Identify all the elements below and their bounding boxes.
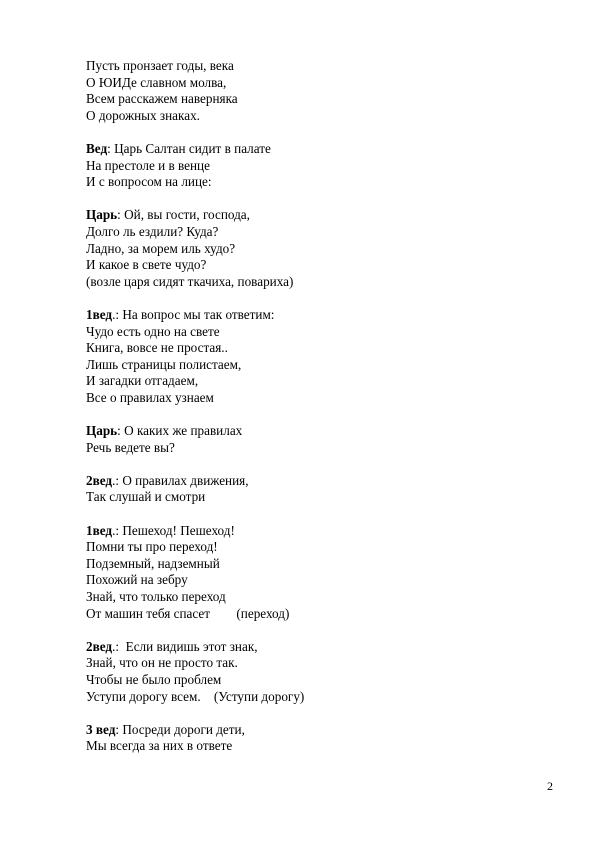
text-line: [86, 158, 556, 175]
line-text: О дорожных знаках.: [86, 107, 200, 123]
stanza-gap: [86, 456, 556, 473]
line-text: Лишь страницы полистаем,: [86, 356, 242, 372]
line-text: Речь ведете вы?: [86, 439, 175, 455]
line-text: На престоле и в венце: [86, 157, 210, 173]
text-line: [86, 589, 556, 606]
stanza-gap: [86, 705, 556, 722]
text-line: [86, 606, 556, 623]
text-line: [86, 241, 556, 258]
line-text: Все о правилах узнаем: [86, 389, 214, 405]
text-line: [86, 572, 556, 589]
text-line: [86, 75, 556, 92]
line-text: Мы всегда за них в ответе: [86, 738, 233, 754]
line-text: Помни ты про переход!: [86, 539, 218, 555]
page-number: 2: [547, 779, 553, 793]
text-line: [86, 307, 556, 324]
line-text: Пусть пронзает годы, века: [86, 58, 234, 73]
text-line: [86, 738, 556, 755]
line-text: : Посреди дороги дети,: [115, 721, 245, 737]
stanza-gap: [86, 622, 556, 639]
stanza-gap: [86, 406, 556, 423]
line-text: Долго ль ездили? Куда?: [86, 223, 219, 239]
text-line: [86, 141, 556, 158]
text-line: [86, 91, 556, 108]
text-line: [86, 722, 556, 739]
text-line: [86, 357, 556, 374]
text-line: [86, 373, 556, 390]
speaker-label: Вед: [86, 140, 108, 156]
stanza: [86, 523, 556, 623]
stanza: [86, 473, 556, 506]
stanza-gap: [86, 124, 556, 141]
speaker-label: 1вед: [86, 522, 113, 538]
text-line: [86, 423, 556, 440]
text-line: [86, 523, 556, 540]
stanza: [86, 307, 556, 407]
line-text: Так слушай и смотри: [86, 489, 206, 505]
text-line: [86, 639, 556, 656]
text-line: [86, 58, 556, 75]
line-text: Знай, что он не просто так.: [86, 655, 238, 671]
text-line: [86, 672, 556, 689]
line-text: : О каких же правилах: [117, 423, 243, 439]
line-text: Ладно, за морем иль худо?: [86, 240, 236, 256]
document-body: [86, 58, 556, 755]
line-text: Чтобы не было проблем: [86, 671, 222, 687]
text-line: [86, 324, 556, 341]
line-text: Уступи дорогу всем. (Уступи дорогу): [86, 688, 305, 704]
line-text: .: О правилах движения,: [112, 472, 249, 488]
speaker-label: Царь: [86, 207, 118, 223]
stanza: [86, 141, 556, 191]
line-text: .: Если видишь этот знак,: [112, 638, 258, 654]
speaker-label: 3 вед: [86, 721, 116, 737]
text-line: [86, 489, 556, 506]
stanza: [86, 423, 556, 456]
text-line: [86, 108, 556, 125]
text-line: [86, 340, 556, 357]
line-text: : Ой, вы гости, господа,: [117, 207, 250, 223]
stanza: [86, 207, 556, 290]
text-line: [86, 473, 556, 490]
line-text: О ЮИДе славном молва,: [86, 74, 227, 90]
stanza-gap: [86, 191, 556, 208]
line-text: Книга, вовсе не простая..: [86, 340, 228, 356]
speaker-label: 2вед: [86, 638, 113, 654]
speaker-label: 2вед: [86, 472, 113, 488]
text-line: [86, 207, 556, 224]
line-text: : Царь Салтан сидит в палате: [107, 140, 271, 156]
line-text: Подземный, надземный: [86, 555, 220, 571]
text-line: [86, 440, 556, 457]
stanza: [86, 639, 556, 705]
stanza-gap: [86, 506, 556, 523]
line-text: Знай, что только переход: [86, 589, 226, 604]
text-line: [86, 689, 556, 706]
line-text: Чудо есть одно на свете: [86, 323, 220, 339]
line-text: Похожий на зебру: [86, 572, 188, 588]
stanza: [86, 722, 556, 755]
line-text: И загадки отгадаем,: [86, 373, 199, 389]
text-line: [86, 257, 556, 274]
line-text: (возле царя сидят ткачиха, повариха): [86, 273, 294, 289]
text-line: [86, 556, 556, 573]
text-line: [86, 224, 556, 241]
text-line: [86, 274, 556, 291]
stanza-gap: [86, 290, 556, 307]
line-text: И какое в свете чудо?: [86, 257, 207, 273]
text-line: [86, 390, 556, 407]
line-text: .: Пешеход! Пешеход!: [112, 522, 235, 538]
text-line: [86, 174, 556, 191]
line-text: И с вопросом на лице:: [86, 174, 212, 190]
speaker-label: 1вед: [86, 306, 113, 322]
stanza: [86, 58, 556, 124]
line-text: От машин тебя спасет (переход): [86, 605, 290, 621]
speaker-label: Царь: [86, 423, 118, 439]
line-text: Всем расскажем наверняка: [86, 91, 238, 107]
line-text: .: На вопрос мы так ответим:: [112, 306, 275, 322]
text-line: [86, 539, 556, 556]
text-line: [86, 655, 556, 672]
